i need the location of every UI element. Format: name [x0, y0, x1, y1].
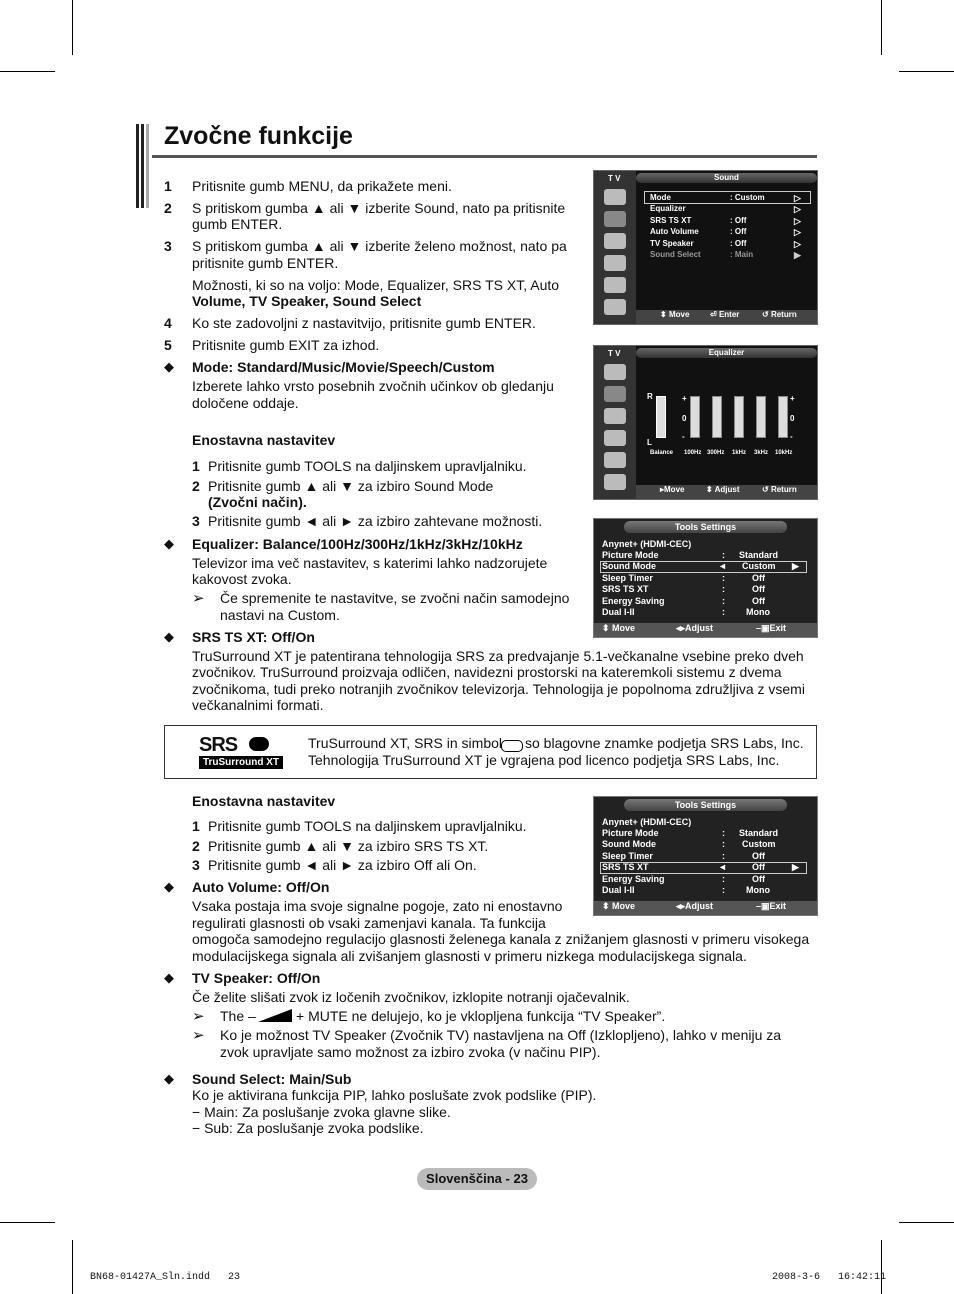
eq-slider-1khz[interactable] [734, 396, 744, 438]
sound-select-main: − Main: Za poslušanje zvoka glavne slike. [192, 1104, 451, 1120]
step-1: Pritisnite gumb MENU, da prikažete meni. [192, 178, 452, 194]
srs-desc: zvočnikoma, tudi preko notranjih zvočnikov televizorja. Tehnologija je popolnoma združljiva z vsemi [192, 681, 805, 697]
sound-menu-screen: T V Sound Mode : Custom Equalizer SRS TS XT : Off Auto Volume : Off TV Speaker : Off Sound Select : Main ▷ ▷ ▷ ▷ ▷ ▶ ⬍ Move ⏎ Enter ↺ Return [593, 170, 818, 325]
easy-step-2: Pritisnite gumb ▲ ali ▼ za izbiro SRS TS XT. [208, 838, 489, 854]
return-hint: ↺ Return [762, 485, 797, 494]
tools-row[interactable]: Anynet+ (HDMI-CEC) [602, 539, 692, 549]
note-arrow-icon: ➢ [192, 1008, 205, 1025]
tools-row[interactable]: SRS TS XT [602, 584, 649, 594]
step-5: Pritisnite gumb EXIT za izhod. [192, 337, 380, 353]
tools-settings-screen: Tools Settings Anynet+ (HDMI-CEC) Picture Mode : Standard Sound Mode ◄ Custom ▶ Sleep Timer : Off SRS TS XT : Off Energy Saving : Off Dual I-II : Mono ⬍ Move ◂▸Adjust –▣Exit [593, 518, 818, 638]
easy-setup-heading: Enostavna nastavitev [192, 432, 336, 448]
step-3: S pritiskom gumba ▲ ali ▼ izberite želeno možnost, nato pa [192, 238, 567, 254]
tv-speaker-note-1: The – [220, 1008, 256, 1024]
move-hint: ⬍ Move [602, 901, 636, 911]
enter-hint: ⏎ Enter [710, 310, 740, 319]
tools-row[interactable]: Picture Mode [602, 828, 659, 838]
tv-speaker-note-1-cont: + MUTE ne delujejo, ko je vklopljena funkcija “TV Speaker”. [296, 1008, 666, 1024]
note-arrow-icon: ➢ [192, 590, 205, 607]
crop-mark [0, 71, 55, 72]
crop-mark [899, 71, 954, 72]
crop-mark [881, 0, 882, 55]
tools-row[interactable]: Anynet+ (HDMI-CEC) [602, 817, 692, 827]
setup-icon [604, 255, 626, 271]
title-decoration [136, 124, 152, 208]
chevron-right-icon: ▷ [794, 216, 801, 226]
srs-desc: TruSurround XT je patentirana tehnologija SRS za predvajanje 5.1-večkanalne vsebine preko dveh [192, 648, 804, 664]
setup-icon [604, 430, 626, 446]
options-text: Možnosti, ki so na voljo: Mode, Equalizer, SRS TS XT, Auto [192, 277, 560, 293]
tv-speaker-note-2: Ko je možnost TV Speaker (Zvočnik TV) nastavljena na Off (Izklopljeno), lahko v meniju za [220, 1027, 782, 1043]
diamond-bullet-icon: ◆ [164, 970, 174, 985]
easy-step-1: Pritisnite gumb TOOLS na daljinskem upravljalniku. [208, 458, 527, 474]
diamond-bullet-icon: ◆ [164, 359, 174, 374]
auto-volume-desc: omogoča samodejno regulacijo glasnosti želenega kanala z znižanjem glasnosti v primeru visokega [192, 931, 810, 947]
tools-row[interactable]: Dual I-II [602, 607, 635, 617]
auto-volume-desc: Vsaka postaja ima svoje signalne pogoje, zato ni enostavno [192, 898, 563, 914]
crop-mark [0, 1222, 55, 1223]
application-icon [604, 474, 626, 490]
srs-desc: zvočnikov. TruSurround proizvaja odličen, navidezni prostorski na kateremkoli sistemu z dvema [192, 664, 782, 680]
tv-label: T V [608, 174, 621, 183]
auto-volume-desc: modulacijskega signala ali zvišanjem glasnosti v primeru nizkega modulacijskega signala. [192, 948, 747, 964]
tools-row[interactable]: Sound Mode [602, 561, 656, 571]
step-3-cont: pritisnite gumb ENTER. [192, 255, 339, 271]
diamond-bullet-icon: ◆ [164, 1071, 174, 1086]
auto-volume-heading: Auto Volume: Off/On [192, 879, 330, 895]
file-info: BN68-01427A_Sln.indd 23 [90, 1272, 241, 1283]
move-hint: ⬍ Move [660, 310, 690, 319]
channel-icon [604, 233, 626, 249]
tools-row[interactable]: SRS TS XT [602, 862, 649, 872]
adjust-hint: ◂▸Adjust [676, 901, 714, 911]
channel-icon [604, 408, 626, 424]
menu-header: Sound [636, 173, 817, 183]
auto-volume-desc: regulirati glasnosti ob vsaki zamenjavi kanala. Ta funkcija [192, 915, 546, 931]
srs-heading: SRS TS XT: Off/On [192, 629, 315, 645]
easy-step-3: Pritisnite gumb ◄ ali ► za izbiro zahtevane možnosti. [208, 513, 543, 529]
tools-row[interactable]: Dual I-II [602, 885, 635, 895]
diamond-bullet-icon: ◆ [164, 536, 174, 551]
tools-header: Tools Settings [624, 521, 787, 533]
volume-icon [258, 1009, 292, 1023]
menu-row-equalizer[interactable]: Equalizer [650, 204, 686, 213]
crop-mark [72, 0, 73, 55]
tools-row[interactable]: Sound Mode [602, 839, 656, 849]
eq-slider-10khz[interactable] [778, 396, 788, 438]
mode-desc-cont: določene oddaje. [192, 395, 299, 411]
return-hint: ↺ Return [762, 310, 797, 319]
arrow-right-icon: ▶ [792, 862, 799, 872]
equalizer-note: Če spremenite te nastavitve, se zvočni način samodejno [220, 590, 570, 606]
srs-symbol-icon [501, 740, 523, 752]
tv-speaker-heading: TV Speaker: Off/On [192, 970, 321, 986]
tools-row[interactable]: Energy Saving [602, 874, 665, 884]
trusurround-logo: TruSurround XT [199, 756, 283, 769]
tv-speaker-note-2-cont: zvok upravljate samo možnost za izbiro zvoka (v načinu PIP). [220, 1044, 601, 1060]
band-label: 3kHz [754, 450, 769, 456]
chevron-right-icon: ▶ [794, 250, 801, 260]
band-label: 1kHz [732, 450, 747, 456]
equalizer-note-cont: nastavi na Custom. [220, 607, 340, 623]
arrow-right-icon: ▶ [792, 561, 799, 571]
easy-step-1: Pritisnite gumb TOOLS na daljinskem upravljalniku. [208, 818, 527, 834]
step-4: Ko ste zadovoljni z nastavitvijo, pritisnite gumb ENTER. [192, 315, 536, 331]
sound-select-heading: Sound Select: Main/Sub [192, 1071, 352, 1087]
crop-mark [72, 1240, 73, 1294]
equalizer-desc: Televizor ima več nastavitev, s katerimi lahko nadzorujete [192, 555, 548, 571]
tv-speaker-desc: Če želite slišati zvok iz ločenih zvočnikov, izklopite notranji ojačevalnik. [192, 989, 630, 1005]
srs-trademark-text: TruSurround XT, SRS in simbol [308, 735, 502, 751]
menu-row-mode[interactable]: Mode [650, 193, 671, 202]
chevron-right-icon: ▷ [794, 227, 801, 237]
band-label: 10kHz [775, 450, 793, 456]
tv-label: T V [608, 349, 621, 358]
balance-slider[interactable] [656, 396, 666, 438]
move-hint: ▸Move [660, 485, 685, 494]
adjust-hint: ⬍ Adjust [706, 485, 740, 494]
band-label: 100Hz [684, 450, 702, 456]
easy-step-2: Pritisnite gumb ▲ ali ▼ za izbiro Sound Mode [208, 478, 494, 494]
sound-icon [604, 211, 626, 227]
menu-row-srs[interactable]: SRS TS XT [650, 216, 692, 225]
step-number: 5 [164, 337, 172, 353]
page-number-badge: Slovenščina - 23 [417, 1168, 537, 1190]
note-arrow-icon: ➢ [192, 1027, 205, 1044]
step-2-cont: gumb ENTER. [192, 216, 283, 232]
diamond-bullet-icon: ◆ [164, 629, 174, 644]
input-icon [604, 277, 626, 293]
tools-row[interactable]: Sleep Timer [602, 573, 653, 583]
tools-settings-screen: Tools Settings Anynet+ (HDMI-CEC) Picture Mode : Standard Sound Mode : Custom Sleep Timer : Off SRS TS XT ◄ Off ▶ Energy Saving : Off Dual I-II : Mono ⬍ Move ◂▸Adjust –▣Exit [593, 796, 818, 916]
srs-desc: večkanalnimi formati. [192, 697, 324, 713]
options-text-cont: Volume, TV Speaker, Sound Select [192, 293, 422, 309]
mode-desc: Izberete lahko vrsto posebnih zvočnih učinkov ob gledanju [192, 378, 554, 394]
eq-slider-300hz[interactable] [712, 396, 722, 438]
eq-slider-100hz[interactable] [690, 396, 700, 438]
srs-trademark-box [164, 725, 817, 779]
srs-logo: SRS [199, 734, 238, 756]
diamond-bullet-icon: ◆ [164, 879, 174, 894]
title-rule [152, 155, 817, 158]
easy-step-3: Pritisnite gumb ◄ ali ► za izbiro Off ali On. [208, 857, 477, 873]
step-number: 1 [164, 178, 172, 194]
tools-row[interactable]: Sleep Timer [602, 851, 653, 861]
crop-mark [881, 1240, 882, 1294]
step-number: 4 [164, 315, 172, 331]
step-2: S pritiskom gumba ▲ ali ▼ izberite Sound, nato pa pritisnite [192, 200, 566, 216]
eq-slider-3khz[interactable] [756, 396, 766, 438]
easy-step-2-cont: (Zvočni način). [208, 494, 307, 510]
chevron-right-icon: ▷ [794, 204, 801, 214]
step-number: 3 [164, 238, 172, 254]
page-title: Zvočne funkcije [164, 122, 353, 150]
band-label: 300Hz [707, 450, 725, 456]
menu-header: Equalizer [636, 348, 817, 358]
tools-row[interactable]: Picture Mode [602, 550, 659, 560]
exit-hint: –▣Exit [756, 623, 787, 633]
equalizer-heading: Equalizer: Balance/100Hz/300Hz/1kHz/3kHz/10kHz [192, 536, 523, 552]
band-label: Balance [650, 450, 674, 456]
equalizer-screen: T V Equalizer R L + 0 - + 0 - Balance 100Hz 300Hz 1kHz 3kHz 10kHz ▸Move ⬍ Adjust ↺ Return [593, 345, 818, 500]
step-number: 2 [164, 200, 172, 216]
exit-hint: –▣Exit [756, 901, 787, 911]
crop-mark [899, 1222, 954, 1223]
mode-heading: Mode: Standard/Music/Movie/Speech/Custom [192, 359, 495, 375]
adjust-hint: ◂▸Adjust [676, 623, 714, 633]
menu-row-tv-speaker[interactable]: TV Speaker [650, 239, 694, 248]
tools-header: Tools Settings [624, 799, 787, 811]
application-icon [604, 299, 626, 315]
menu-row-sound-select[interactable]: Sound Select [650, 250, 701, 259]
tools-row[interactable]: Energy Saving [602, 596, 665, 606]
sound-select-sub: − Sub: Za poslušanje zvoka podslike. [192, 1120, 424, 1136]
move-hint: ⬍ Move [602, 623, 636, 633]
srs-trademark-text: so blagovne znamke podjetja SRS Labs, Inc. [525, 735, 804, 751]
input-icon [604, 452, 626, 468]
srs-symbol-icon [249, 737, 269, 751]
print-date: 2008-3-6 16:42:11 [772, 1272, 887, 1283]
picture-icon [604, 189, 626, 205]
sound-select-desc: Ko je aktivirana funkcija PIP, lahko poslušate zvok podslike (PIP). [192, 1087, 597, 1103]
picture-icon [604, 364, 626, 380]
equalizer-desc-cont: kakovost zvoka. [192, 571, 292, 587]
menu-row-auto-volume[interactable]: Auto Volume [650, 227, 699, 236]
srs-license-text: Tehnologija TruSurround XT je vgrajena pod licenco podjetja SRS Labs, Inc. [308, 752, 780, 768]
chevron-right-icon: ▷ [794, 193, 801, 203]
chevron-right-icon: ▷ [794, 239, 801, 249]
easy-setup-heading: Enostavna nastavitev [192, 793, 336, 809]
sound-icon [604, 386, 626, 402]
